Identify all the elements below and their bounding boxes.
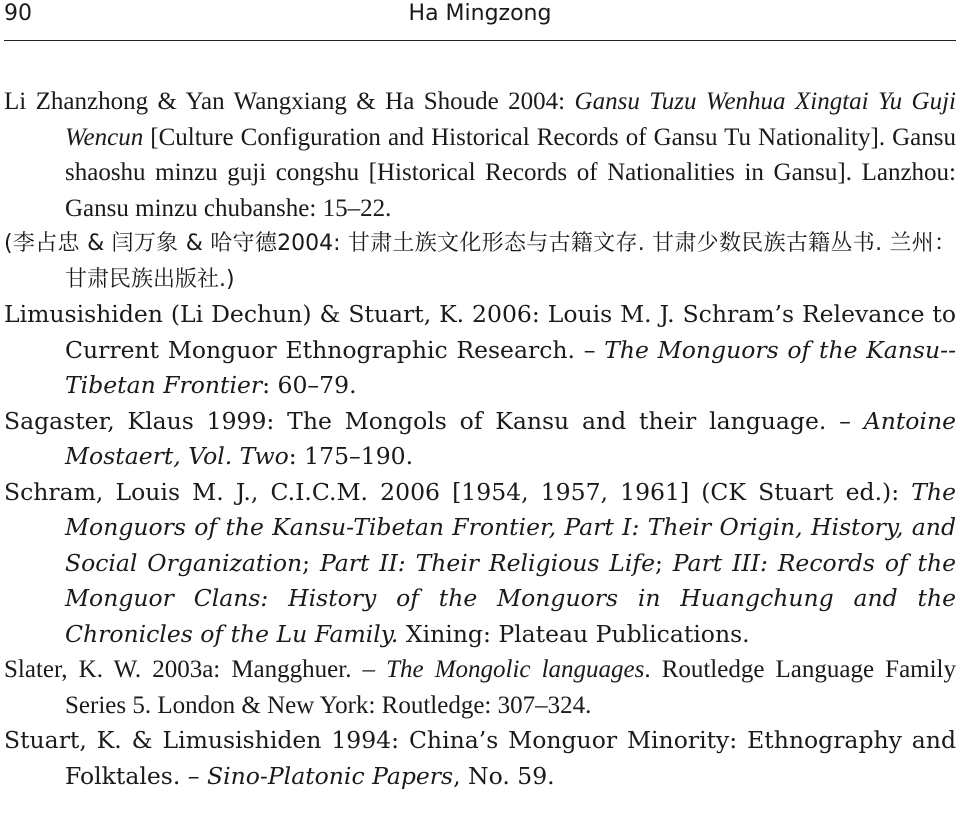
ref-title: Gansu Tuzu Wenhua Xingtai Yu Guji Wencun bbox=[65, 88, 957, 151]
reference-entry bbox=[4, 723, 956, 794]
ref-text: ; bbox=[655, 548, 673, 577]
page-number: 90 bbox=[4, 1, 32, 26]
reference-entry bbox=[4, 475, 956, 653]
ref-title: The Monguors of the Kansu--Tibetan Frontier bbox=[65, 335, 957, 399]
ref-title: The Monguors of the Kansu-Tibetan Frontier, Part I: Their Origin, History, and Social Organization bbox=[65, 477, 956, 577]
ref-text: Limusishiden (Li Dechun) & Stuart, K. 2006: Louis M. J. Schram’s Relevance to Current Monguor Ethnographic Research. – bbox=[4, 300, 956, 364]
ref-title: Sino-Platonic Papers bbox=[207, 761, 454, 790]
ref-text: Slater, K. W. 2003a: Mangghuer. – bbox=[4, 656, 387, 683]
ref-text: : 175–190. bbox=[288, 442, 414, 470]
reference-entry bbox=[4, 84, 956, 226]
running-header bbox=[4, 0, 956, 41]
reference-list bbox=[4, 84, 956, 794]
ref-text: Stuart, K. & Limusishiden 1994: China’s Monguor Minority: Ethnography and Folktales. – bbox=[4, 726, 956, 790]
ref-title: Part III: Records of the Monguor Clans: History of the Monguors in Huangchung and the Chronicles of the Lu Family. bbox=[65, 548, 957, 648]
reference-entry-chinese bbox=[4, 226, 956, 297]
reference-entry bbox=[4, 297, 956, 404]
ref-text: Schram, Louis M. J., C.I.C.M. 2006 [1954, 1957, 1961] (CK Stuart ed.): bbox=[4, 477, 912, 506]
ref-text: . Routledge Language Family Series 5. London & New York: Routledge: 307–324. bbox=[65, 656, 957, 719]
ref-text: , No. 59. bbox=[453, 761, 555, 790]
reference-entry bbox=[4, 404, 956, 475]
ref-text: Xining: Plateau Publications. bbox=[398, 619, 750, 648]
running-title: Ha Mingzong bbox=[408, 1, 552, 26]
ref-text: ; bbox=[302, 548, 320, 577]
ref-text: Li Zhanzhong & Yan Wangxiang & Ha Shoude 2004: bbox=[4, 88, 575, 115]
ref-title: The Mongolic languages bbox=[386, 656, 645, 683]
ref-text: Sagaster, Klaus 1999: The Mongols of Kansu and their language. – bbox=[4, 406, 864, 435]
ref-text: : 60–79. bbox=[262, 371, 357, 399]
ref-text: [Culture Configuration and Historical Records of Gansu Tu Nationality]. Gansu shaoshu minzu guji congshu [Historical Records of Nationalities in Gansu]. Lanzhou: Gansu minzu chubanshe: 15–22. bbox=[65, 123, 956, 222]
ref-text: (李占忠 & 闫万象 & 哈守德2004: 甘肃土族文化形态与古籍文存. 甘肃少数民族古籍丛书. 兰州：甘肃民族出版社.) bbox=[4, 231, 956, 292]
ref-title: Antoine Mostaert, Vol. Two bbox=[65, 406, 956, 470]
ref-title: Part II: Their Religious Life bbox=[319, 548, 656, 577]
reference-entry bbox=[4, 652, 956, 723]
